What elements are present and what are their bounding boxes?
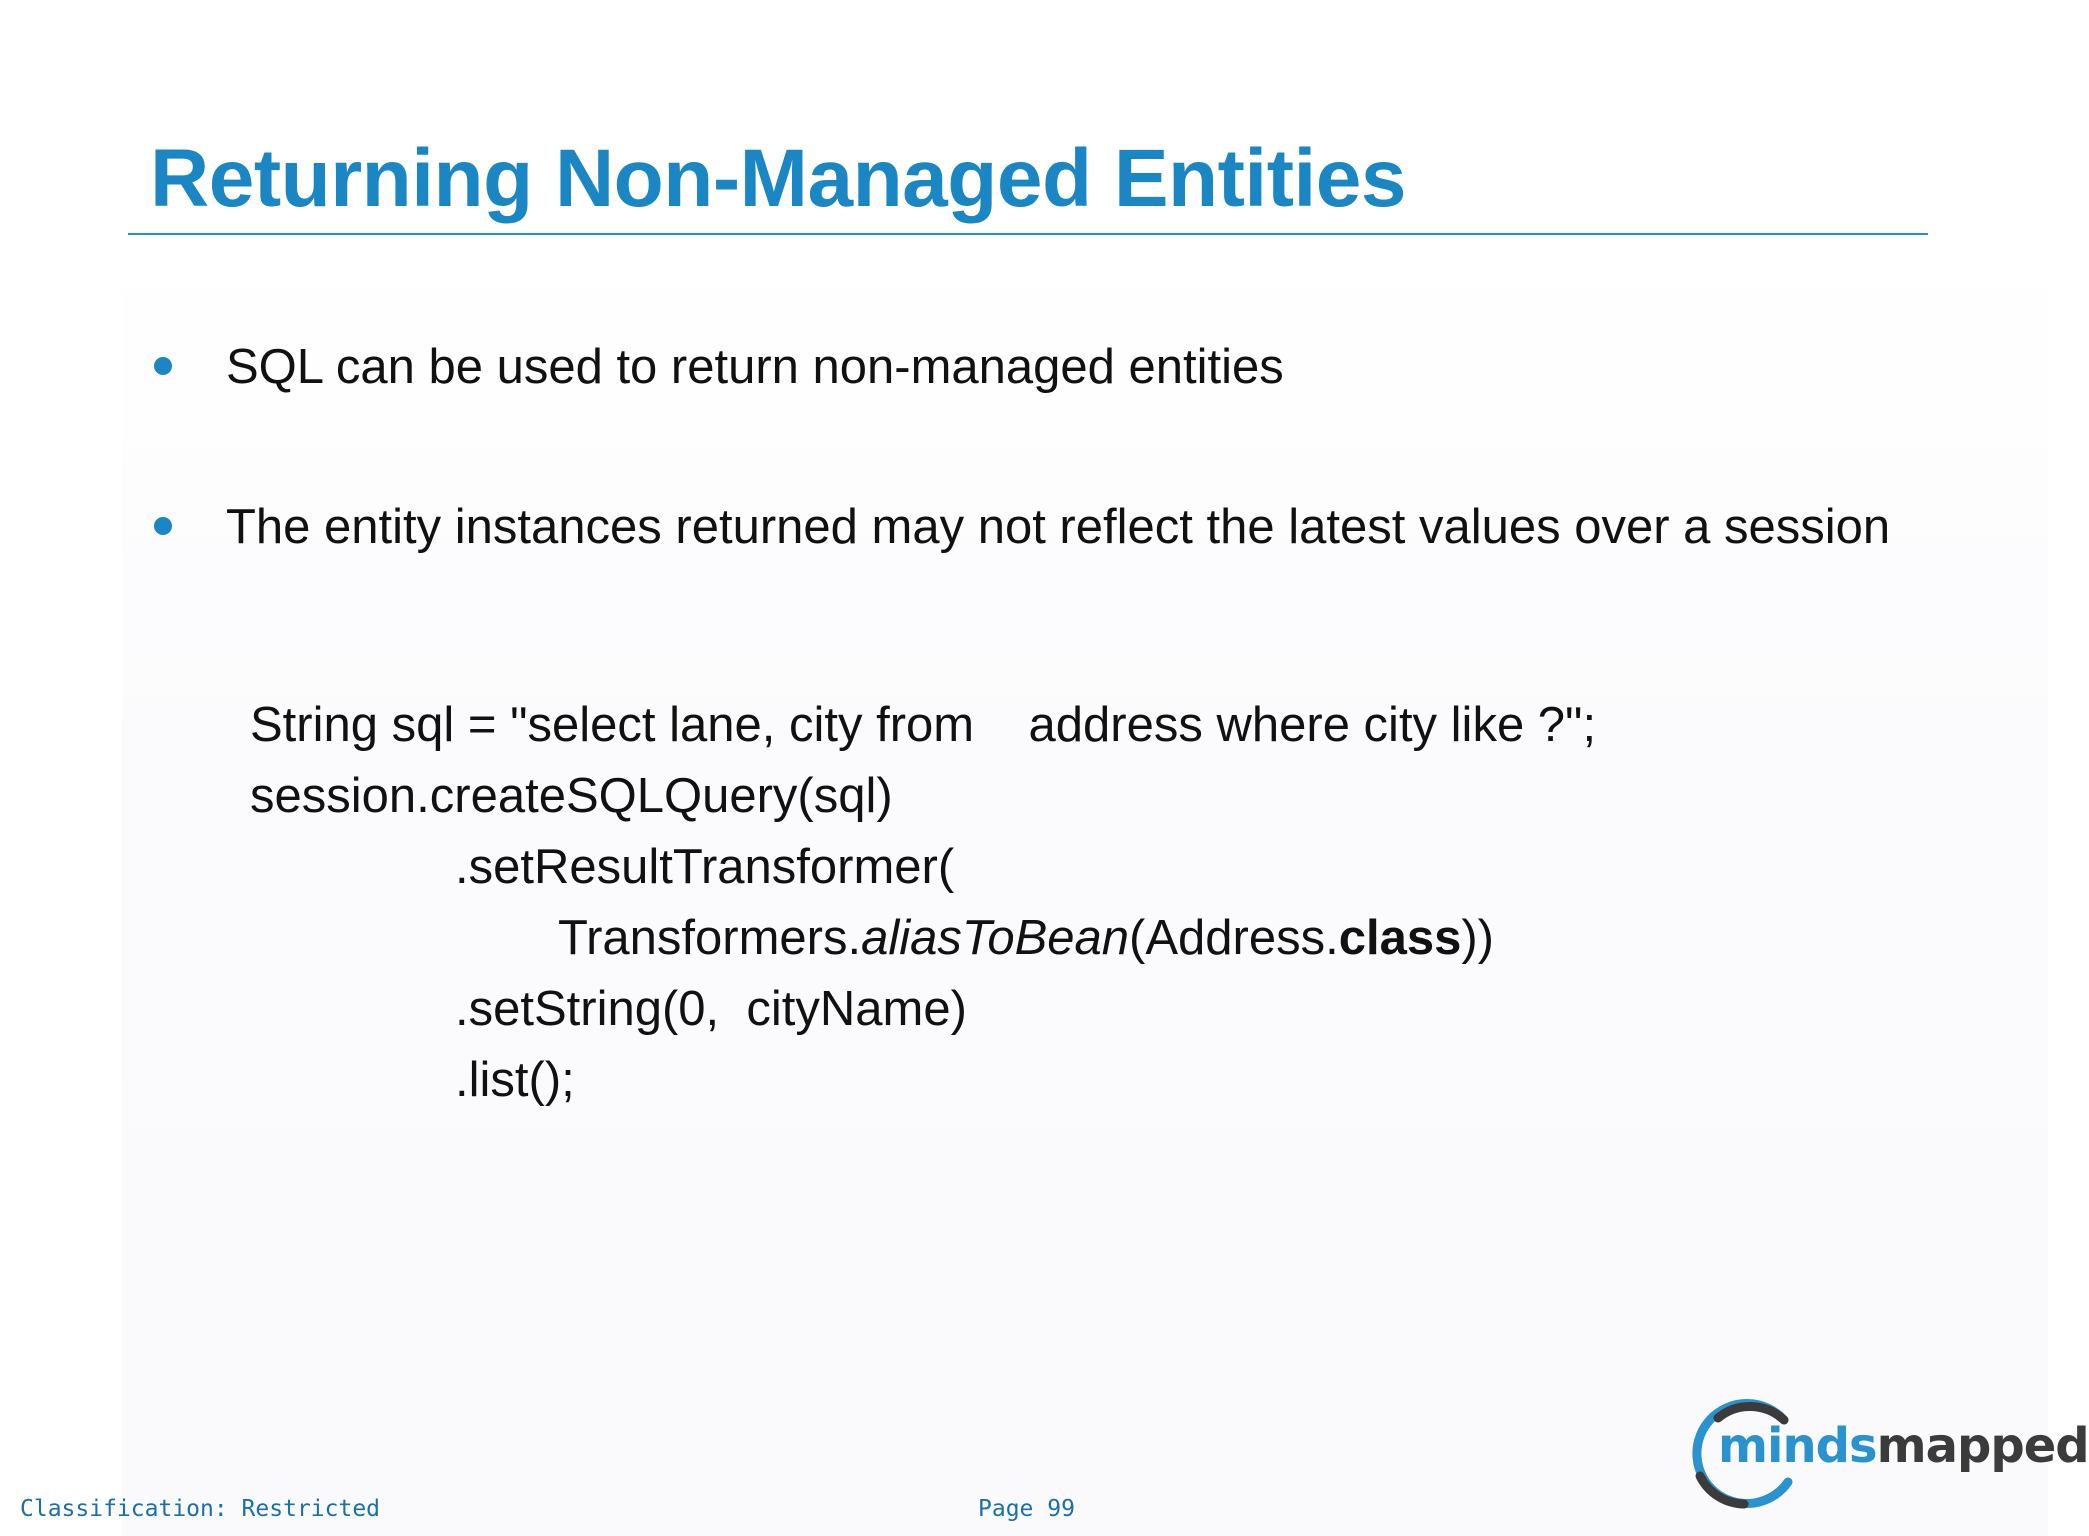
company-logo — [1688, 1398, 2089, 1518]
code-token-bold: class — [1338, 911, 1462, 965]
code-line: String sql = "select lane, city from address where city like ?"; — [250, 698, 1597, 752]
code-line: .setResultTransformer( — [455, 840, 955, 894]
bullet-text: The entity instances returned may not reflect the latest values over a session — [226, 500, 1891, 554]
code-token-italic: aliasToBean — [861, 911, 1130, 965]
logo-wordmark — [1718, 1418, 2089, 1474]
bullet-icon — [154, 357, 172, 375]
code-token: )) — [1461, 911, 1494, 965]
footer-classification: Classification: Restricted — [20, 1496, 381, 1522]
slide-title: Returning Non-Managed Entities — [150, 133, 1406, 224]
bullet-list — [150, 340, 1900, 554]
code-token: (Address. — [1129, 911, 1339, 965]
title-divider — [128, 233, 1928, 235]
logo-text-part: minds — [1718, 1418, 1877, 1474]
bullet-item — [150, 500, 1900, 554]
bullet-icon — [154, 517, 172, 535]
code-block — [250, 690, 1596, 1116]
code-line: session.createSQLQuery(sql) — [250, 769, 893, 823]
code-line: .setString(0, cityName) — [455, 982, 967, 1036]
code-token: Transformers. — [558, 911, 862, 965]
footer-page-number: Page 99 — [978, 1496, 1075, 1522]
bullet-text: SQL can be used to return non-managed entities — [226, 340, 1284, 394]
code-line: .list(); — [455, 1053, 575, 1107]
code-line — [250, 903, 1596, 974]
logo-text-part: mapped — [1876, 1418, 2089, 1474]
bullet-item — [150, 340, 1900, 394]
